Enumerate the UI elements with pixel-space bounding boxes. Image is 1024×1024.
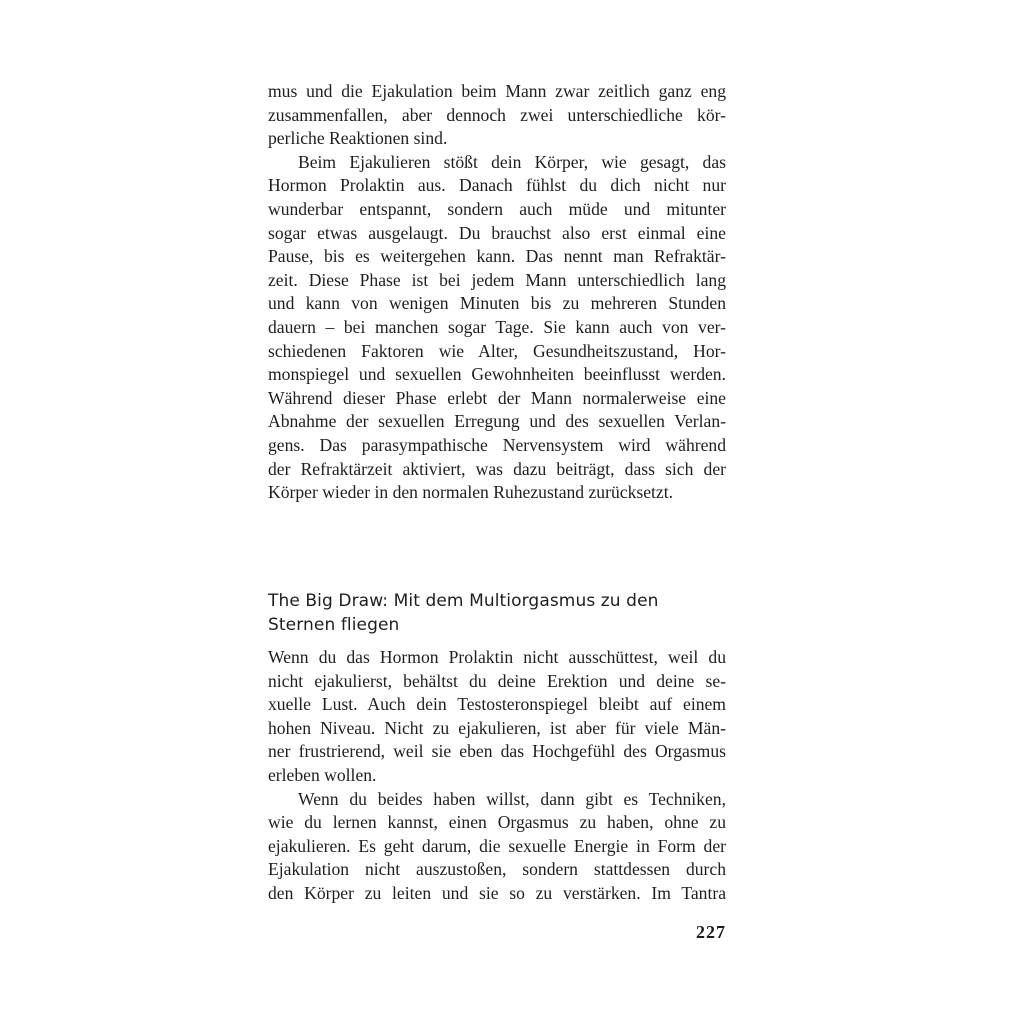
text-line: zusammenfallen, aber dennoch zwei unterschiedliche kör-: [268, 104, 726, 125]
text-line: dauern – bei manchen sogar Tage. Sie kann auch von ver-: [268, 316, 726, 337]
page-number: 227: [696, 922, 726, 942]
text-line: wunderbar entspannt, sondern auch müde und mitunter: [268, 198, 726, 219]
text-line: ejakulieren. Es geht darum, die sexuelle Energie in Form der: [268, 835, 726, 856]
text-line: schiedenen Faktoren wie Alter, Gesundheitszustand, Hor-: [268, 340, 726, 361]
text-line: ner frustrierend, weil sie eben das Hochgefühl des Orgasmus: [268, 741, 726, 762]
text-line: perliche Reaktionen sind.: [268, 128, 448, 149]
text-line: gens. Das parasympathische Nervensystem wird während: [268, 434, 726, 455]
text-line: den Körper zu leiten und sie so zu verstärken. Im Tantra: [268, 882, 726, 903]
section-heading-line: The Big Draw: Mit dem Multiorgasmus zu den: [268, 591, 659, 611]
text-line: und kann von wenigen Minuten bis zu mehreren Stunden: [268, 293, 726, 314]
text-line: Beim Ejakulieren stößt dein Körper, wie gesagt, das: [298, 151, 726, 172]
text-line: Hormon Prolaktin aus. Danach fühlst du dich nicht nur: [268, 175, 726, 196]
text-line: monspiegel und sexuellen Gewohnheiten beeinflusst werden.: [268, 364, 726, 385]
text-line: zeit. Diese Phase ist bei jedem Mann unterschiedlich lang: [268, 269, 726, 290]
text-line: mus und die Ejakulation beim Mann zwar zeitlich ganz eng: [268, 81, 726, 101]
section-heading-line: Sternen fliegen: [268, 615, 400, 635]
text-line: Wenn du beides haben willst, dann gibt es Techniken,: [298, 788, 726, 809]
text-line: Ejakulation nicht auszustoßen, sondern stattdessen durch: [268, 859, 726, 880]
text-line: nicht ejakulierst, behältst du deine Erektion und deine se-: [268, 670, 726, 691]
text-line: Abnahme der sexuellen Erregung und des sexuellen Verlan-: [268, 411, 726, 432]
paragraph-prolactin: [268, 646, 726, 788]
paragraph-refractory: [268, 151, 726, 505]
text-line: sogar etwas ausgelaugt. Du brauchst also erst einmal eine: [268, 222, 726, 243]
text-line: der Refraktärzeit aktiviert, was dazu beiträgt, dass sich der: [268, 458, 726, 479]
body-text-bottom: [268, 646, 726, 906]
text-line: Wenn du das Hormon Prolaktin nicht ausschüttest, weil du: [268, 647, 726, 667]
body-text-top: [268, 80, 726, 505]
paragraph-techniques: [268, 788, 726, 906]
paragraph-continued: [268, 80, 726, 151]
text-line: erleben wollen.: [268, 764, 377, 785]
text-line: xuelle Lust. Auch dein Testosteronspiegel bleibt auf einem: [268, 694, 726, 715]
text-line: hohen Niveau. Nicht zu ejakulieren, ist aber für viele Män-: [268, 717, 726, 738]
text-line: Körper wieder in den normalen Ruhezustand zurücksetzt.: [268, 482, 673, 503]
text-line: wie du lernen kannst, einen Orgasmus zu haben, ohne zu: [268, 812, 726, 833]
section-heading: [268, 589, 726, 637]
text-line: Pause, bis es weitergehen kann. Das nennt man Refraktär-: [268, 246, 726, 267]
text-line: Während dieser Phase erlebt der Mann normalerweise eine: [268, 387, 726, 408]
